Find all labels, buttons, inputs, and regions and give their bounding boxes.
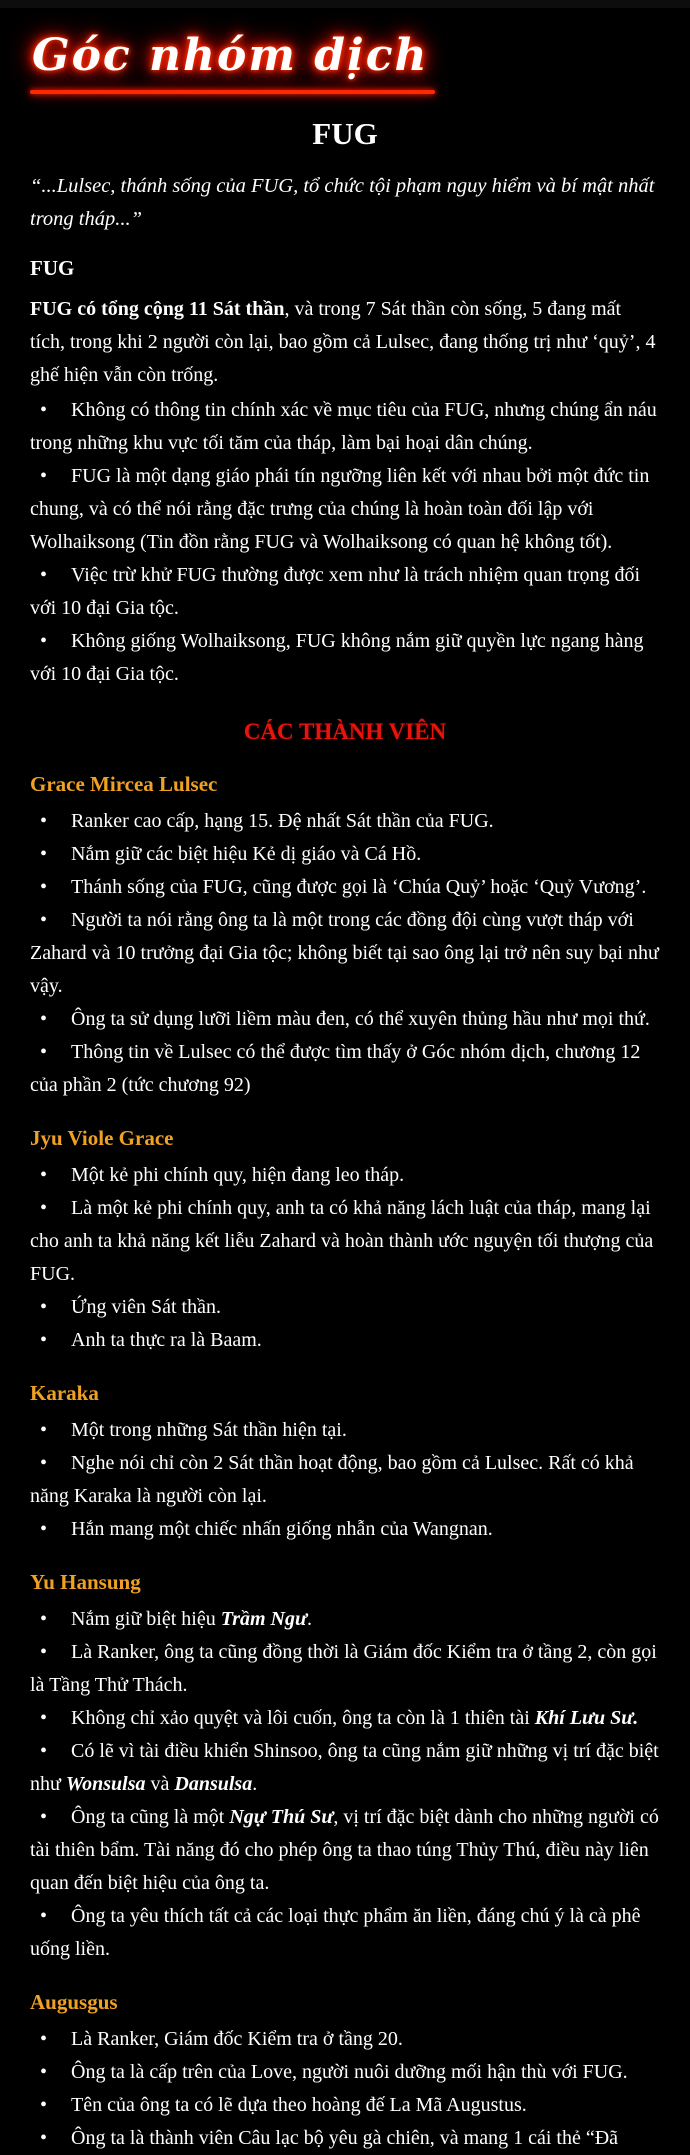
members-heading: CÁC THÀNH VIÊN <box>243 719 447 744</box>
document-page <box>0 8 690 2155</box>
top-strip <box>0 0 690 8</box>
bullet-marker: • <box>40 843 48 865</box>
bullet-marker: • <box>40 1905 48 1927</box>
bullet-item: • Anh ta thực ra là Baam. <box>30 1324 660 1357</box>
bullet-item: • Có lẽ vì tài điều khiển Shinsoo, ông ta cũng nắm giữ những vị trí đặc biệt như Wonsulsa và Dansulsa. <box>30 1735 660 1801</box>
member-name-heading: Jyu Viole Grace <box>30 1126 174 1150</box>
intro-paragraph <box>30 293 660 392</box>
bullet-marker: • <box>40 810 48 832</box>
bullet-item: • Ông ta là cấp trên của Love, người nuôi dưỡng mối hận thù với FUG. <box>30 2056 660 2089</box>
member-name-heading: Augusgus <box>30 1990 118 2014</box>
bullet-item: • Ứng viên Sát thần. <box>30 1291 660 1324</box>
bullet-marker: • <box>40 1041 48 1063</box>
bullet-item: • Tên của ông ta có lẽ dựa theo hoàng đế La Mã Augustus. <box>30 2089 660 2122</box>
bullet-item: • Ranker cao cấp, hạng 15. Đệ nhất Sát thần của FUG. <box>30 805 660 838</box>
bullet-marker: • <box>40 1518 48 1540</box>
bullet-item: • Ông ta là thành viên Câu lạc bộ yêu gà chiên, và mang 1 cái thẻ “Đã <box>30 2122 660 2155</box>
bullet-marker: • <box>40 2127 48 2149</box>
bullet-item: • Không chỉ xảo quyệt và lôi cuốn, ông ta còn là 1 thiên tài Khí Lưu Sư. <box>30 1702 660 1735</box>
bullet-marker: • <box>40 2061 48 2083</box>
bullet-marker: • <box>40 1806 48 1828</box>
translator-corner-logo <box>30 22 435 94</box>
bullet-item: • FUG là một dạng giáo phái tín ngưỡng liên kết với nhau bởi một đức tin chung, và có thể nói rằng đặc trưng của chúng là hoàn toàn đối lập với Wolhaiksong (Tin đồn rằng FUG và Wolhaiksong có quan hệ không tốt). <box>30 460 660 559</box>
styled-run: Trầm Ngư <box>220 1608 307 1630</box>
member-section <box>30 1122 660 1357</box>
member-name-heading: Grace Mircea Lulsec <box>30 772 218 796</box>
styled-run: Ngự Thú Sư <box>229 1806 334 1828</box>
bullet-item: • Nắm giữ các biệt hiệu Kẻ dị giáo và Cá Hồ. <box>30 838 660 871</box>
bullet-marker: • <box>40 1740 48 1762</box>
bullet-marker: • <box>40 1008 48 1030</box>
bullet-marker: • <box>40 630 48 652</box>
intro-lead-rest: , và trong 7 Sát thần còn sống, 5 đang mất tích, trong khi 2 người còn lại, bao gồm cả Lulsec, đang thống trị như ‘quỷ’, 4 ghế hiện vẫn còn trống. <box>30 298 656 386</box>
bullet-item: • Một kẻ phi chính quy, hiện đang leo tháp. <box>30 1159 660 1192</box>
bullet-item: • Ông ta sử dụng lưỡi liềm màu đen, có thể xuyên thủng hầu như mọi thứ. <box>30 1003 660 1036</box>
bullet-item: • Thánh sống của FUG, cũng được gọi là ‘Chúa Quỷ’ hoặc ‘Quỷ Vương’. <box>30 871 660 904</box>
bullet-marker: • <box>40 1608 48 1630</box>
bullet-item: • Thông tin về Lulsec có thể được tìm thấy ở Góc nhóm dịch, chương 12 của phần 2 (tức chương 92) <box>30 1036 660 1102</box>
member-section <box>30 1986 660 2155</box>
members-sections <box>30 768 660 2155</box>
bullet-item: • Là một kẻ phi chính quy, anh ta có khả năng lách luật của tháp, mang lại cho anh ta khả năng kết liễu Zahard và hoàn thành ước nguyện tối thượng của FUG. <box>30 1192 660 1291</box>
bullet-item: • Là Ranker, Giám đốc Kiểm tra ở tầng 20. <box>30 2023 660 2056</box>
fug-facts-list <box>30 394 660 691</box>
bullet-marker: • <box>40 399 48 421</box>
member-section <box>30 1377 660 1546</box>
bullet-item: • Nghe nói chỉ còn 2 Sát thần hoạt động, bao gồm cả Lulsec. Rất có khả năng Karaka là người còn lại. <box>30 1447 660 1513</box>
bullet-marker: • <box>40 1707 48 1729</box>
bullet-item: • Là Ranker, ông ta cũng đồng thời là Giám đốc Kiểm tra ở tầng 2, còn gọi là Tầng Thử Thách. <box>30 1636 660 1702</box>
member-name-heading: Karaka <box>30 1381 99 1405</box>
styled-run: Wonsulsa <box>65 1773 146 1795</box>
styled-run: Dansulsa <box>174 1773 253 1795</box>
bullet-marker: • <box>40 1197 48 1219</box>
bullet-item: • Việc trừ khử FUG thường được xem như là trách nhiệm quan trọng đối với 10 đại Gia tộc. <box>30 559 660 625</box>
member-section <box>30 1566 660 1966</box>
bullet-marker: • <box>40 465 48 487</box>
bullet-marker: • <box>40 2028 48 2050</box>
bullet-marker: • <box>40 1164 48 1186</box>
bullet-item: • Người ta nói rằng ông ta là một trong các đồng đội cùng vượt tháp với Zahard và 10 trưởng đại Gia tộc; không biết tại sao ông lại trở nên suy bại như vậy. <box>30 904 660 1003</box>
member-section <box>30 768 660 1102</box>
bullet-marker: • <box>40 1641 48 1663</box>
bullet-item: • Ông ta cũng là một Ngự Thú Sư, vị trí đặc biệt dành cho những người có tài thiên bẩm. Tài năng đó cho phép ông ta thao túng Thủy Thú, điều này liên quan đến biệt hiệu của ông ta. <box>30 1801 660 1900</box>
bullet-marker: • <box>40 1296 48 1318</box>
bullet-item: • Nắm giữ biệt hiệu Trầm Ngư. <box>30 1603 660 1636</box>
bullet-marker: • <box>40 909 48 931</box>
bullet-marker: • <box>40 564 48 586</box>
styled-run: Khí Lưu Sư. <box>534 1707 639 1729</box>
section-heading-fug: FUG <box>30 256 75 280</box>
bullet-item: • Một trong những Sát thần hiện tại. <box>30 1414 660 1447</box>
bullet-marker: • <box>40 2094 48 2116</box>
intro-quote: “...Lulsec, thánh sống của FUG, tổ chức tội phạm nguy hiểm và bí mật nhất trong tháp...” <box>30 175 655 230</box>
bullet-item: • Không có thông tin chính xác về mục tiêu của FUG, nhưng chúng ẩn náu trong những khu vực tối tăm của tháp, làm bại hoại dân chúng. <box>30 394 660 460</box>
member-name-heading: Yu Hansung <box>30 1570 141 1594</box>
bullet-item: • Ông ta yêu thích tất cả các loại thực phẩm ăn liền, đáng chú ý là cà phê uống liền. <box>30 1900 660 1966</box>
bullet-marker: • <box>40 1452 48 1474</box>
bullet-marker: • <box>40 1419 48 1441</box>
logo-text: Góc nhóm dịch <box>32 30 429 81</box>
logo-underline <box>30 90 435 94</box>
bullet-item: • Hắn mang một chiếc nhấn giống nhẫn của Wangnan. <box>30 1513 660 1546</box>
bullet-item: • Không giống Wolhaiksong, FUG không nắm giữ quyền lực ngang hàng với 10 đại Gia tộc. <box>30 625 660 691</box>
intro-lead-bold: FUG có tổng cộng 11 Sát thần <box>30 298 285 320</box>
bullet-marker: • <box>40 876 48 898</box>
bullet-marker: • <box>40 1329 48 1351</box>
page-title: FUG <box>312 116 378 151</box>
